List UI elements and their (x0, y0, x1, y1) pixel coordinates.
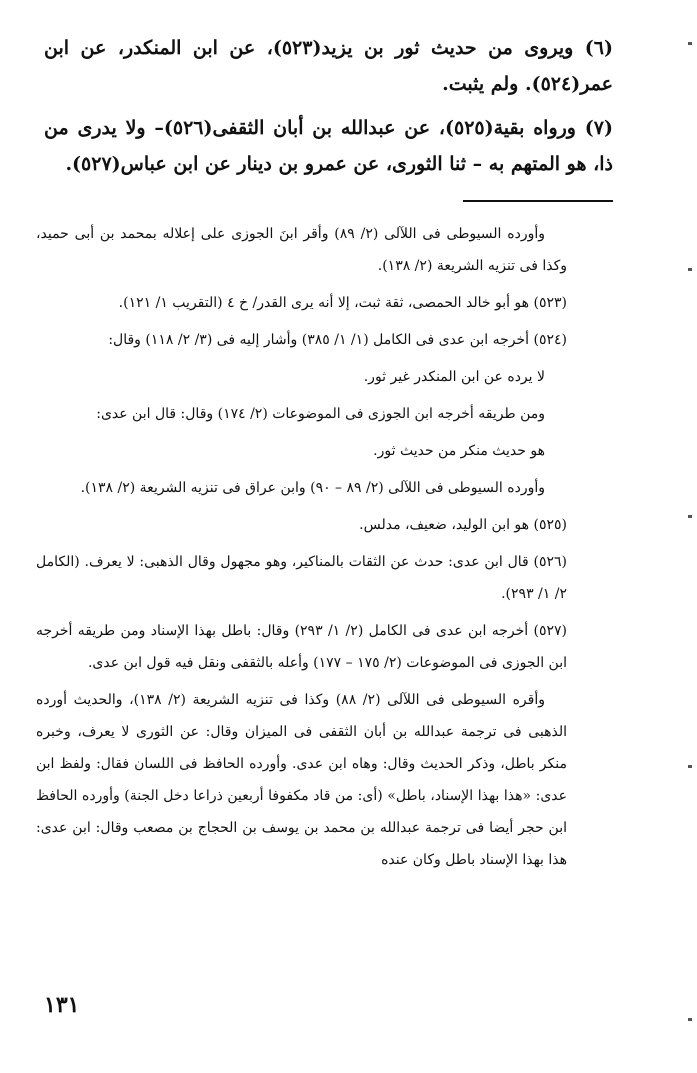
footnote-524-quote-2: هو حديث منكر من حديث ثور. (373, 443, 545, 459)
footnote-524-more: وأورده السيوطى فى اللآلى (٢/ ٨٩ – ٩٠) وابن عراق فى تنزيه الشريعة (٢/ ١٣٨). (80, 480, 545, 496)
footnotes (36, 218, 567, 881)
footnote-527-continued: وأقره السيوطى فى اللآلى (٢/ ٨٨) وكذا فى تنزيه الشريعة (٢/ ١٣٨)، والحديث أورده الذهبى فى ترجمة عبدالله بن أبان الثقفى فى الميزان وقال: عن الثورى لا يعرف، وخبره منكر باطل، وذكر الحديث وقال: وهاه ابن عدى. وأورده الحافظ فى اللسان فقال: ولفظ ابن عدى: «هذا بهذا الإسناد، باطل» (أى: من قاد مكفوفا أربعين ذراعا دخل الجنة) وأورده الحافظ ابن حجر أيضا فى ترجمة عبدالله بن محمد بن يوسف بن الحجاج بن مصعب وقال: ابن عدى: هذا بهذا الإسناد باطل وكان عنده (36, 692, 567, 868)
footnote-525: (٥٢٥) هو ابن الوليد، ضعيف، مدلس. (359, 517, 567, 533)
footnote-524-source: ومن طريقه أخرجه ابن الجوزى فى الموضوعات (٢/ ١٧٤) وقال: قال ابن عدى: (96, 406, 545, 422)
margin-mark (688, 1018, 692, 1021)
footnote-523: (٥٢٣) هو أبو خالد الحمصى، ثقة ثبت، إلا أنه يرى القدر/ خ ٤ (التقريب ١/ ١٢١). (118, 295, 567, 311)
footnote-separator (463, 200, 613, 202)
footnote-continuation: وأورده السيوطى فى اللآلى (٢/ ٨٩) وأقر ابنَ الجوزى على إعلاله بمحمد بن أبى حميد، وكذا فى تنزيه الشريعة (٢/ ١٣٨). (36, 226, 567, 274)
margin-mark (688, 42, 692, 45)
margin-mark (688, 515, 692, 518)
main-paragraph-7: (٧) ورواه بقية(٥٢٥)، عن عبدالله بن أبان الثقفى(٥٢٦)– ولا يدرى من ذا، هو المتهم به – ثنا الثورى، عن عمرو بن دينار عن ابن عباس(٥٢٧). (44, 117, 614, 175)
footnote-527: (٥٢٧) أخرجه ابن عدى فى الكامل (٢/ ١/ ٢٩٣) وقال: باطل بهذا الإسناد ومن طريقه أخرجه ابن الجوزى فى الموضوعات (٢/ ١٧٥ – ١٧٧) وأعله بالثقفى ونقل فيه قول ابن عدى. (36, 623, 568, 671)
margin-mark (688, 268, 692, 271)
footnote-524-quote: لا يرده عن ابن المنكدر غير ثور. (363, 369, 545, 385)
main-text (44, 30, 613, 190)
page-number: ١٣١ (44, 992, 80, 1018)
margin-mark (688, 765, 692, 768)
footnote-526: (٥٢٦) قال ابن عدى: حدث عن الثقات بالمناكير، وهو مجهول وقال الذهبى: لا يعرف. (الكامل ٢/ ١/ ٢٩٣). (36, 554, 567, 602)
footnote-524: (٥٢٤) أخرجه ابن عدى فى الكامل (١/ ١/ ٣٨٥) وأشار إليه فى (٣/ ٢/ ١١٨) وقال: (108, 332, 567, 348)
main-paragraph-6: (٦) ويروى من حديث ثور بن يزيد(٥٢٣)، عن ابن المنكدر، عن ابن عمر(٥٢٤). ولم يثبت. (44, 37, 613, 95)
